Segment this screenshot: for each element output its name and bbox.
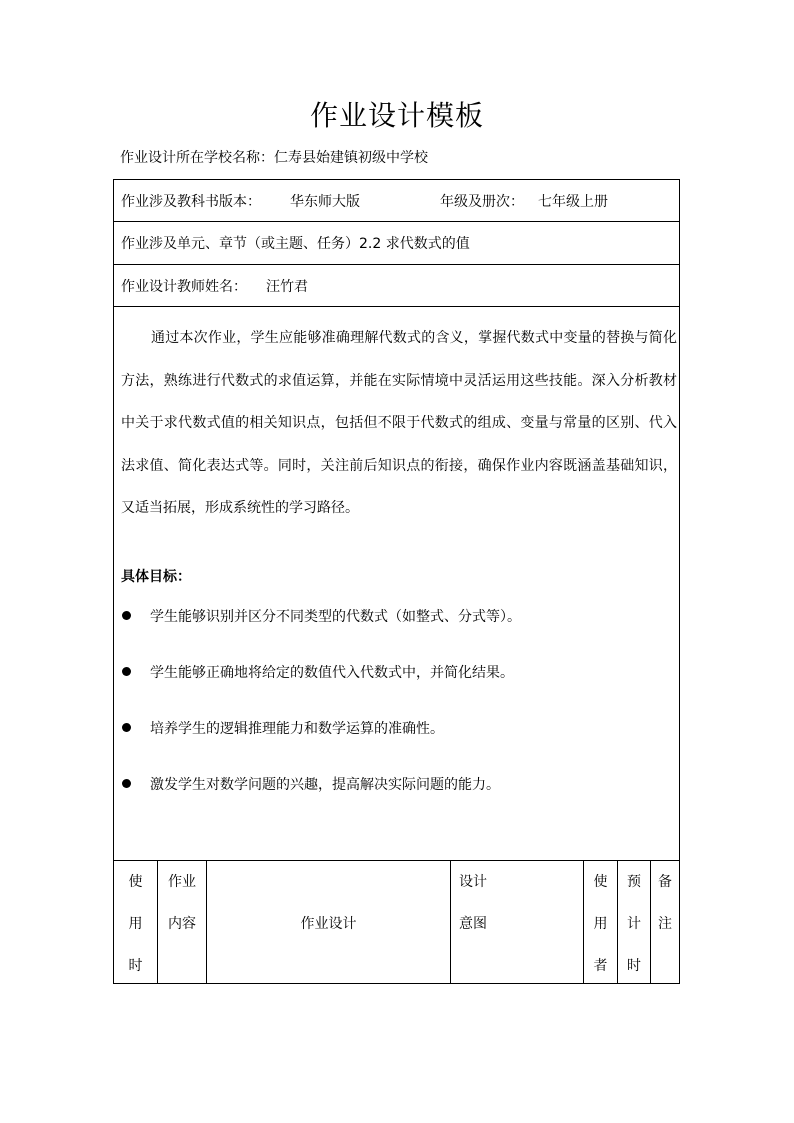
goal-text: 培养学生的逻辑推理能力和数学运算的准确性。: [150, 721, 444, 737]
col-design: 作业设计: [207, 861, 451, 984]
col-user: 使 用 者: [584, 861, 618, 984]
col-estimated-time: 预 计 时: [618, 861, 651, 984]
textbook-label: 作业涉及教科书版本：: [121, 194, 261, 210]
col-remarks: 备 注: [658, 874, 672, 932]
goals-heading: 具体目标：: [121, 569, 191, 585]
goal-text: 学生能够正确地将给定的数值代入代数式中，并简化结果。: [150, 665, 514, 681]
teacher-name: 汪竹君: [266, 279, 308, 295]
teacher-row: [114, 265, 679, 307]
unit-row: [114, 222, 679, 265]
goal-text: 激发学生对数学问题的兴趣，提高解决实际问题的能力。: [150, 777, 500, 793]
school-name-line: 作业设计所在学校名称：仁寿县始建镇初级中学校: [120, 150, 428, 166]
teacher-label: 作业设计教师姓名：: [121, 279, 247, 295]
textbook-row: [114, 180, 679, 222]
goal-item: [122, 718, 444, 738]
goal-item: [122, 774, 500, 794]
col-content: 作业 内容: [158, 861, 207, 984]
bullet-icon: [122, 723, 131, 732]
grade-label: 年级及册次：: [440, 194, 524, 210]
bullet-icon: [122, 667, 131, 676]
goal-item: [122, 606, 521, 626]
col-intent: 设计 意图: [451, 861, 584, 984]
goal-text: 学生能够识别并区分不同类型的代数式（如整式、分式等）。: [150, 609, 521, 625]
intro-paragraph: 通过本次作业，学生应能够准确理解代数式的含义，掌握代数式中变量的替换与简化方法，熟练进行代数式的求值运算，并能在实际情境中灵活运用这些技能。深入分析教材中关于求代数式值的相关知识点，包括但不限于代数式的组成、变量与常量的区别、代入法求值、简化表达式等。同时，关注前后知识点的衔接，确保作业内容既涵盖基础知识，又适当拓展，形成系统性的学习路径。: [121, 330, 677, 516]
unit-text: 作业涉及单元、章节（或主题、任务）2.2 求代数式的值: [121, 236, 470, 252]
bullet-icon: [122, 779, 131, 788]
page-title: 作业设计模板: [309, 99, 484, 132]
grade-value: 七年级上册: [538, 194, 608, 210]
goal-item: [122, 662, 514, 682]
assignment-header-row: [114, 860, 679, 984]
bullet-icon: [122, 611, 131, 620]
col-usage-time: 使 用 时: [114, 861, 158, 984]
form-table: [113, 179, 680, 984]
textbook-value: 华东师大版: [290, 194, 360, 210]
